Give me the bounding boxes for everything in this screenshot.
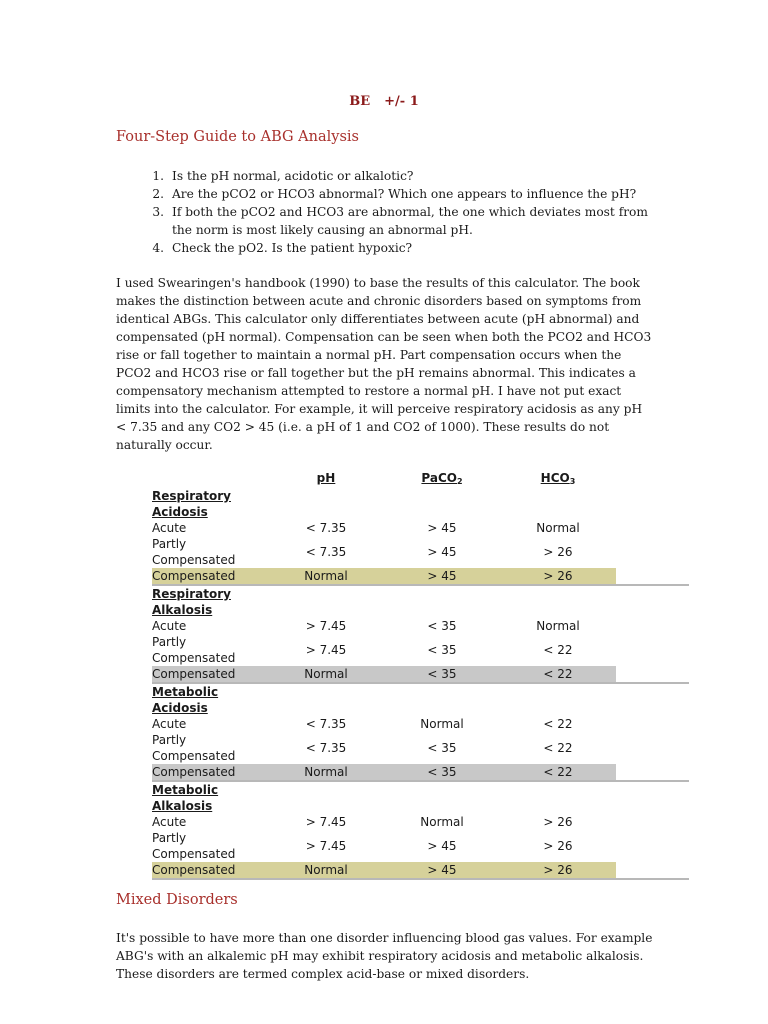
intro-paragraph: I used Swearingen's handbook (1990) to base the results of this calculator. The book makes the distinction between acute and chronic disorders based on symptoms from identical ABGs. This calculator only differentiates between acute (pH abnormal) and compensated (pH normal). Compensation can be seen when both the PCO2 and HCO3 rise or fall together to maintain a normal pH. Part compensation occurs when the PCO2 and HCO3 rise or fall together but the pH remains abnormal. This indicates a compensatory mechanism attempted to restore a normal pH. I have not put exact limits into the calculator. For example, it will perceive respiratory acidosis as any pH < 7.35 and any CO2 > 45 (i.e. a pH of 1 and CO2 of 1000). These results do not naturally occur. [116,276,652,452]
header-paco2-sub: 2 [457,477,463,486]
header-paco2-base: PaCO [421,471,457,485]
step-text: Check the pO2. Is the patient hypoxic? [172,241,413,255]
cell-ph: > 7.45 [305,815,347,829]
cell-paco2: < 35 [427,667,457,681]
table-row [152,536,689,568]
disorder-groups [152,488,689,880]
disorder-group [152,586,689,684]
header-hco3 [508,470,608,490]
row-label: Acute [152,815,187,829]
cell-paco2: > 45 [427,863,457,877]
disorder-group [152,684,689,782]
row-label: Acute [152,619,187,633]
row-label-line: Partly [152,635,187,649]
be-label: BE [349,94,371,109]
row-label-line: Partly [152,733,187,747]
disorder-group [152,782,689,880]
cell-paco2: > 45 [427,569,457,583]
table-row [152,814,689,830]
row-label: Compensated [152,569,236,583]
cell-paco2: > 45 [427,521,457,535]
cell-paco2: < 35 [427,619,457,633]
cell-paco2: > 45 [427,545,457,559]
group-title-line: Alkalosis [152,799,213,813]
group-title-line: Metabolic [152,783,219,797]
row-label: Compensated [152,765,236,779]
group-title-line: Acidosis [152,701,208,715]
cell-paco2: < 35 [427,741,457,755]
row-label-line: Compensated [152,847,236,861]
cell-hco3: Normal [536,521,580,535]
base-excess-line [0,94,768,109]
table-row-compensated [152,568,689,584]
table-row-compensated [152,862,689,878]
cell-hco3: > 26 [543,815,573,829]
disorder-group [152,488,689,586]
row-label-line: Compensated [152,651,236,665]
cell-hco3: Normal [536,619,580,633]
cell-ph: > 7.45 [305,619,347,633]
cell-ph: > 7.45 [305,643,347,657]
row-label [152,536,287,568]
abg-reference-table [152,470,689,880]
cell-paco2: > 45 [427,839,457,853]
header-hco3-sub: 3 [569,477,576,486]
guide-step [116,203,656,239]
guide-step [116,185,656,203]
cell-hco3: > 26 [543,569,573,583]
cell-ph: Normal [304,765,348,779]
table-row [152,830,689,862]
cell-ph: < 7.35 [305,741,347,755]
cell-hco3: > 26 [543,863,573,877]
cell-hco3: < 22 [543,667,573,681]
cell-ph: > 7.45 [305,839,347,853]
group-title-line: Respiratory [152,587,231,601]
guide-step [116,239,656,257]
cell-ph: Normal [304,863,348,877]
cell-ph: < 7.35 [305,521,347,535]
step-number: 2. [152,187,164,201]
table-header-row [152,470,689,488]
group-title-line: Alkalosis [152,603,213,617]
group-title [152,586,689,618]
group-title [152,782,689,814]
step-text: Are the pCO2 or HCO3 abnormal? Which one appears to influence the pH? [172,187,637,201]
cell-ph: < 7.35 [305,717,347,731]
header-paco2 [392,470,492,490]
row-label-line: Compensated [152,553,236,567]
step-number: 3. [152,205,164,219]
step-text: Is the pH normal, acidotic or alkalotic? [172,169,414,183]
guide-step [116,167,656,185]
cell-hco3: > 26 [543,545,573,559]
cell-hco3: < 22 [543,741,573,755]
table-row [152,634,689,666]
group-title-line: Acidosis [152,505,208,519]
row-label-line: Compensated [152,749,236,763]
header-hco3-base: HCO [540,471,570,485]
row-label: Acute [152,521,187,535]
cell-ph: < 7.35 [305,545,347,559]
group-title-line: Metabolic [152,685,219,699]
cell-paco2: < 35 [427,765,457,779]
cell-hco3: < 22 [543,765,573,779]
be-value: +/- 1 [384,94,419,109]
row-label [152,732,287,764]
row-label [152,830,287,862]
group-title-line: Respiratory [152,489,231,503]
group-title [152,684,689,716]
cell-paco2: < 35 [427,643,457,657]
header-ph: pH [316,471,336,485]
group-title [152,488,689,520]
row-label-line: Partly [152,537,187,551]
step-number: 4. [152,241,164,255]
table-row-compensated [152,666,689,682]
table-row [152,520,689,536]
cell-ph: Normal [304,569,348,583]
row-label: Compensated [152,667,236,681]
guide-heading: Four-Step Guide to ABG Analysis [116,129,359,145]
row-label-line: Partly [152,831,187,845]
row-label: Acute [152,717,187,731]
guide-steps-list [116,167,656,257]
cell-paco2: Normal [420,815,464,829]
table-row [152,618,689,634]
table-row [152,716,689,732]
table-row [152,732,689,764]
cell-paco2: Normal [420,717,464,731]
step-text: If both the pCO2 and HCO3 are abnormal, the one which deviates most from the norm is most likely causing an abnormal pH. [172,205,648,237]
row-label: Compensated [152,863,236,877]
step-number: 1. [152,169,164,183]
cell-hco3: < 22 [543,717,573,731]
cell-hco3: < 22 [543,643,573,657]
cell-hco3: > 26 [543,839,573,853]
row-label [152,634,287,666]
mixed-disorders-paragraph: It's possible to have more than one disorder influencing blood gas values. For example ABG's with an alkalemic pH may exhibit respiratory acidosis and metabolic alkalosis. These disorders are termed complex acid-base or mixed disorders. [116,931,653,981]
table-row-compensated [152,764,689,780]
mixed-disorders-heading: Mixed Disorders [116,892,238,908]
cell-ph: Normal [304,667,348,681]
